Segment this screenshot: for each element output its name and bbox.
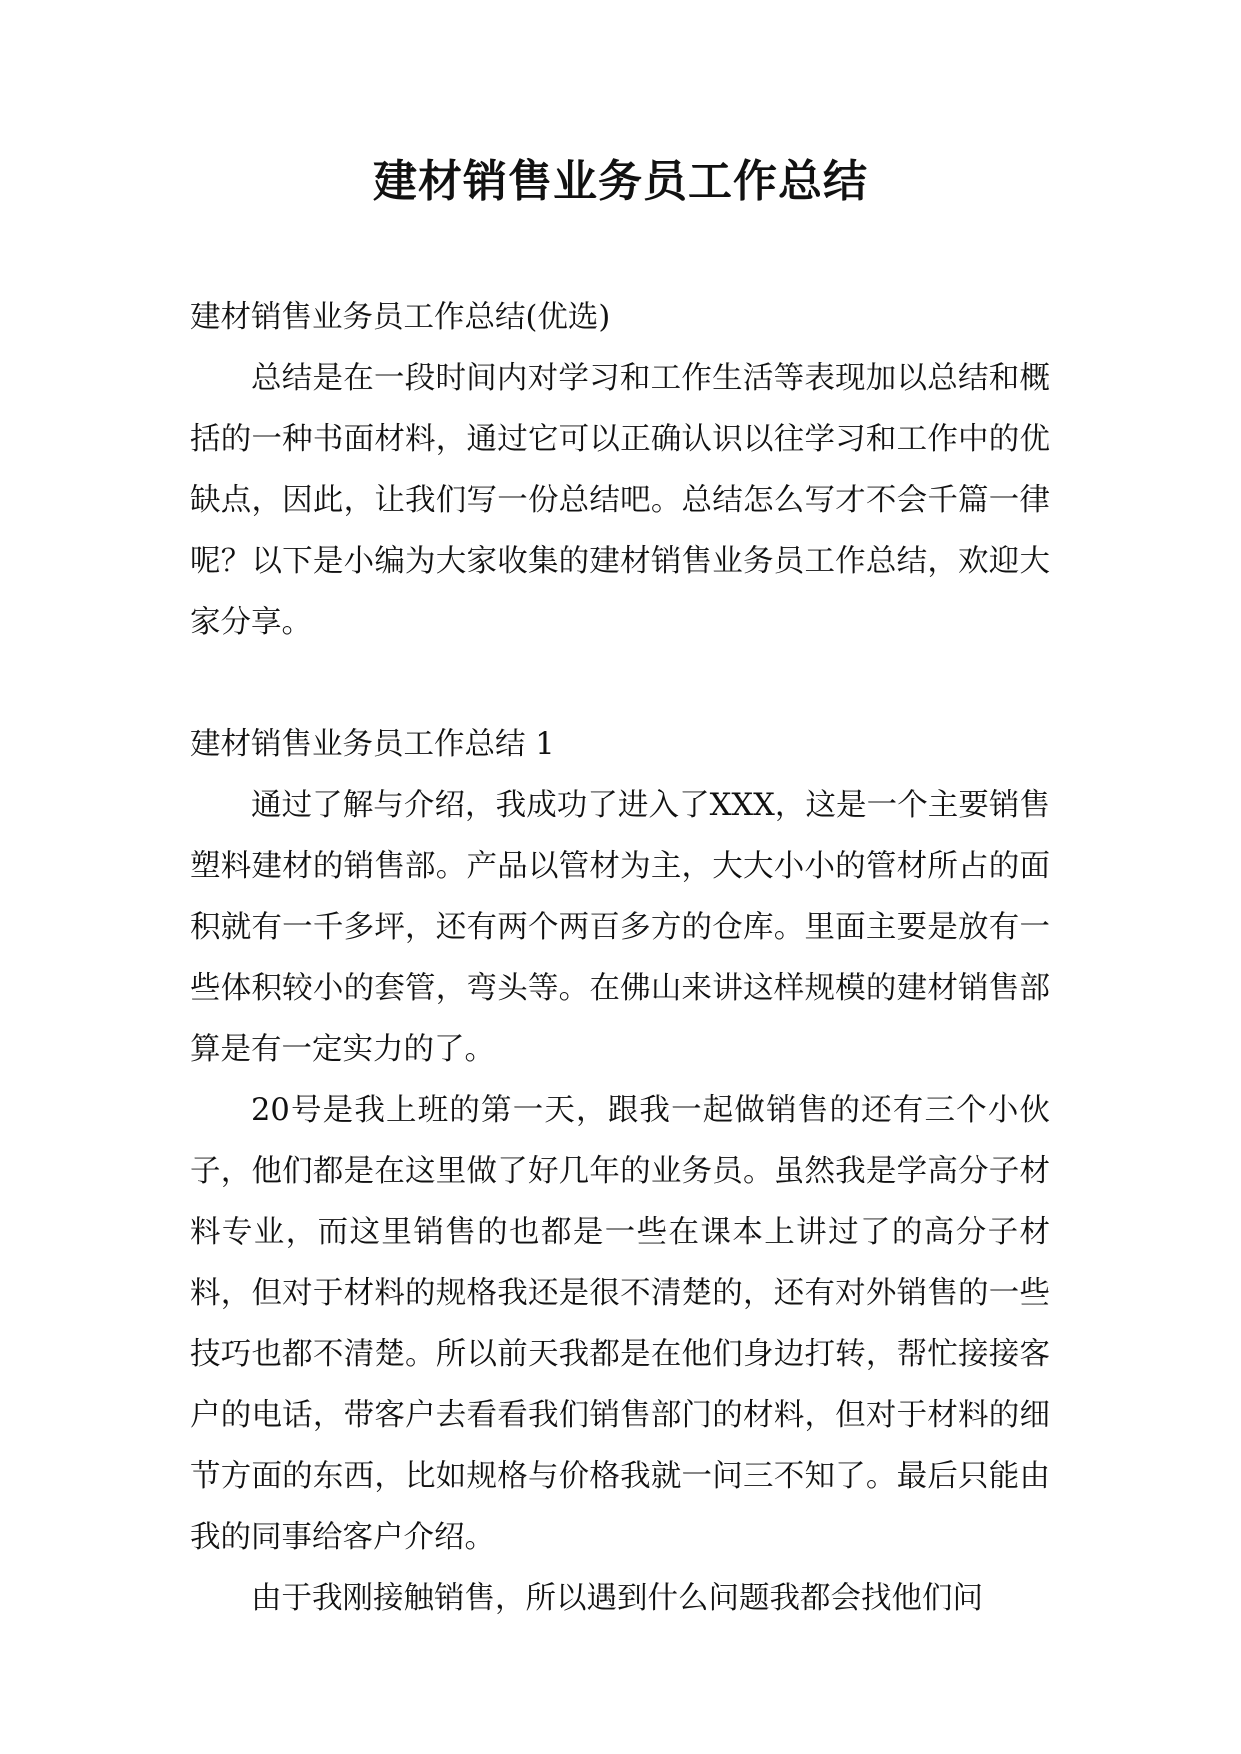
section-spacer [190,653,1050,714]
document-title: 建材销售业务员工作总结 [373,156,868,207]
section-1-paragraph-1: 通过了解与介绍，我成功了进入了XXX，这是一个主要销售塑料建材的销售部。产品以管材为主，大大小小的管材所占的面积就有一千多坪，还有两个两百多方的仓库。里面主要是放有一些体积较小的套管，弯头等。在佛山来讲这样规模的建材销售部算是有一定实力的了。 [190,788,1050,1067]
document-body [190,287,1050,1629]
section-1-paragraph-3: 由于我刚接触销售，所以遇到什么问题我都会找他们问 [251,1581,983,1616]
intro-heading: 建材销售业务员工作总结(优选) [190,300,611,335]
section-1-heading: 建材销售业务员工作总结 1 [190,727,555,762]
intro-paragraph: 总结是在一段时间内对学习和工作生活等表现加以总结和概括的一种书面材料，通过它可以正确认识以往学习和工作中的优缺点，因此，让我们写一份总结吧。总结怎么写才不会千篇一律呢？以下是小编为大家收集的建材销售业务员工作总结，欢迎大家分享。 [190,361,1050,640]
section-1-paragraph-2: 20号是我上班的第一天，跟我一起做销售的还有三个小伙子，他们都是在这里做了好几年的业务员。虽然我是学高分子材料专业，而这里销售的也都是一些在课本上讲过了的高分子材料，但对于材料的规格我还是很不清楚的，还有对外销售的一些技巧也都不清楚。所以前天我都是在他们身边打转，帮忙接接客户的电话，带客户去看看我们销售部门的材料，但对于材料的细节方面的东西，比如规格与价格我就一问三不知了。最后只能由我的同事给客户介绍。 [190,1093,1050,1555]
